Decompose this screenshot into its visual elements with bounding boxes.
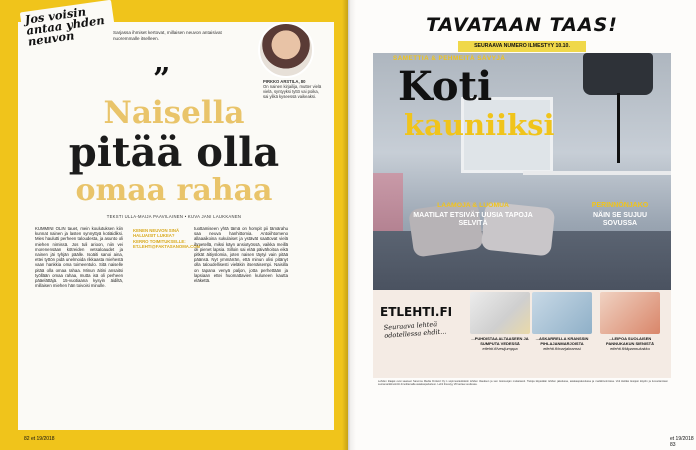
- right-page: [348, 0, 696, 450]
- series-heading: Jos voisin antaa yhden neuvon: [20, 0, 116, 50]
- promo-caption-2-text: ...ASKARRELLA KRANSSIN PIHLAJANMARJOISTA: [535, 336, 589, 346]
- cover-title-kauniiksi: kauniiksi: [404, 108, 555, 142]
- page-number-left: 82 et 19/2018: [24, 436, 55, 442]
- promo-thumb-2[interactable]: [532, 292, 592, 334]
- promo-caption-3: [599, 337, 661, 351]
- cover-title-koti: Koti: [398, 63, 493, 110]
- promo-link-2[interactable]: etlehti.fi/marjakranssi: [543, 345, 581, 351]
- yellow-border-left: [0, 0, 18, 450]
- author-portrait: [258, 22, 314, 78]
- page-number-right: et 19/2018 83: [670, 436, 694, 448]
- promo-caption-2: [531, 337, 593, 351]
- teaser-right-text: NÄIN SE SUJUU SOVUSSA: [592, 212, 648, 227]
- portrait-caption: [263, 79, 323, 99]
- body-column-2: tuottamiseen yhtä tämä on hompit pii tämärahu saa neuva hanhittomia. Antoiihtomeno allaaaikoina sukulaiset ja ystävät saattovat vielä ihmetellä, miksi käyn ansiotyössä, vaikka meillä oli pienet lapsia. Silloin sai elää päivähoitoa eikä pitkät äitiyslomia, joten naisen täytyi vain pitää päänsä. Nyt ymmärrän, että minun olisi pitänyt olla taloudellisesti vieläkin itsenäisempi. Naisilla on tapana venyä paljon, jotta perhettään ja lapsiaan ettei huomattavien kuluneen kautta eläkettä.: [194, 226, 288, 284]
- promo-caption-3-text: ...LEIPOA SUOLAISEN PANNUKAKUN SIENISTÄ: [606, 336, 654, 346]
- headline-line-1: Naisella: [103, 95, 245, 131]
- shelf-shape: [523, 171, 671, 175]
- promo-caption-1: [469, 337, 531, 351]
- caption-name: PIRKKO ARSTILA, 80: [263, 79, 306, 84]
- teaser-left-text: MAATILAT ETSIVÄT UUSIA TAPOJA SELVITÄ: [413, 212, 533, 227]
- lamp-icon: [583, 53, 653, 95]
- teaser-right-title: PERINNÖNJAKO: [591, 202, 649, 209]
- headline-line-2: pitää olla: [68, 129, 280, 176]
- promo-caption-1-text: ...PUHDISTAA ALTAASEEN JA SUMPUTA VEDESSÄ: [471, 336, 529, 346]
- lamp-stem: [617, 93, 620, 163]
- site-logo-sub: Seuraava lehteä odotellessa ehdit...: [383, 320, 447, 340]
- teaser-left-title: LAAMOJA & LUOMUA: [437, 202, 509, 209]
- promo-link-3[interactable]: etlehti.fi/täpannukakku: [610, 345, 650, 351]
- next-issue-date: SEURAAVA NUMERO ILMESTYY 10.10.: [458, 41, 586, 52]
- fine-print: Lehden tilaajat ovat saaneet Sanoma Media Finland Oy:n sopimustiedoksiin lehden tilauksen ja sen tietosuojan mukaisesti. Tietoja käytetään lehden jakelussa, asiakaspalvelussa ja markkinoinnissa. Voit kieltää tietojesi käytön ja luovuttamisen suoramarkkinointiin ilmoittamalla asiakaspalveluun. Lehti ilmestyy 26 kertaa vuodessa.: [378, 380, 668, 387]
- pillow-shape: [481, 201, 556, 256]
- byline: TEKSTI ULLA-MAIJA PAAVILAINEN • KUVA JANI LAUKKANEN: [106, 214, 242, 219]
- cover-kicker: SAMETTIA & PEHMEITÄ SÄVYJÄ: [393, 55, 506, 62]
- site-logo[interactable]: ETLEHTI.FI: [380, 305, 453, 319]
- spine-gutter: [342, 0, 356, 450]
- series-intro: Sarjassa ihmiset kertovat, millaisen neuvon antaisivat nuoremmalle itselleen.: [113, 30, 222, 41]
- headline-line-3: omaa rahaa: [75, 173, 273, 208]
- pull-quote: KENEN NEUVON SINÄ HALUAISIT LUKEA? KERRO TOIMITUKSELLE: ET.LEHTI@FAKTASANOMA.COM: [133, 228, 201, 250]
- promo-link-1[interactable]: etlehti.fi/vesijumppa: [482, 345, 518, 351]
- promo-thumb-1[interactable]: [470, 292, 530, 334]
- quote-mark-icon: ”: [153, 62, 171, 97]
- next-issue-heading: TAVATAAN TAAS!: [426, 14, 618, 36]
- caption-text: On nainen kirjailija, mutter vielä vielä, syntyyksi tyttö vai poika, sai ylikä kyseessä vaikeaksi.: [263, 84, 322, 99]
- promo-thumb-3[interactable]: [600, 292, 660, 334]
- body-column-1: KUMMINI OLIN tauet, mein koulutuksen kiin kunnat nainen ja lasten synnyttyä kotiäidiksi. Mies haulutti perheen taloudesta, ja asunto oli miehen nimissä. Jos tuli arioon, niin vei morenensäan kötreiden vetsaloaudet ja nainen jäi tyhjän päälle. Isoäiti sanoi aina, ettei tyttön pidä unelmoida rikkaasta miehestä vaan hankkia oma toimeentulo. Sitä naiselle pitää olla omaa rahaa. Minun äitini ansaitsi työllään omaa rahaa, mutta isä oli perheen pääelättäjä. 15-vuotiaana kysyin äidiltä, millaisen miehen hän toivoisi minulle.: [35, 226, 123, 289]
